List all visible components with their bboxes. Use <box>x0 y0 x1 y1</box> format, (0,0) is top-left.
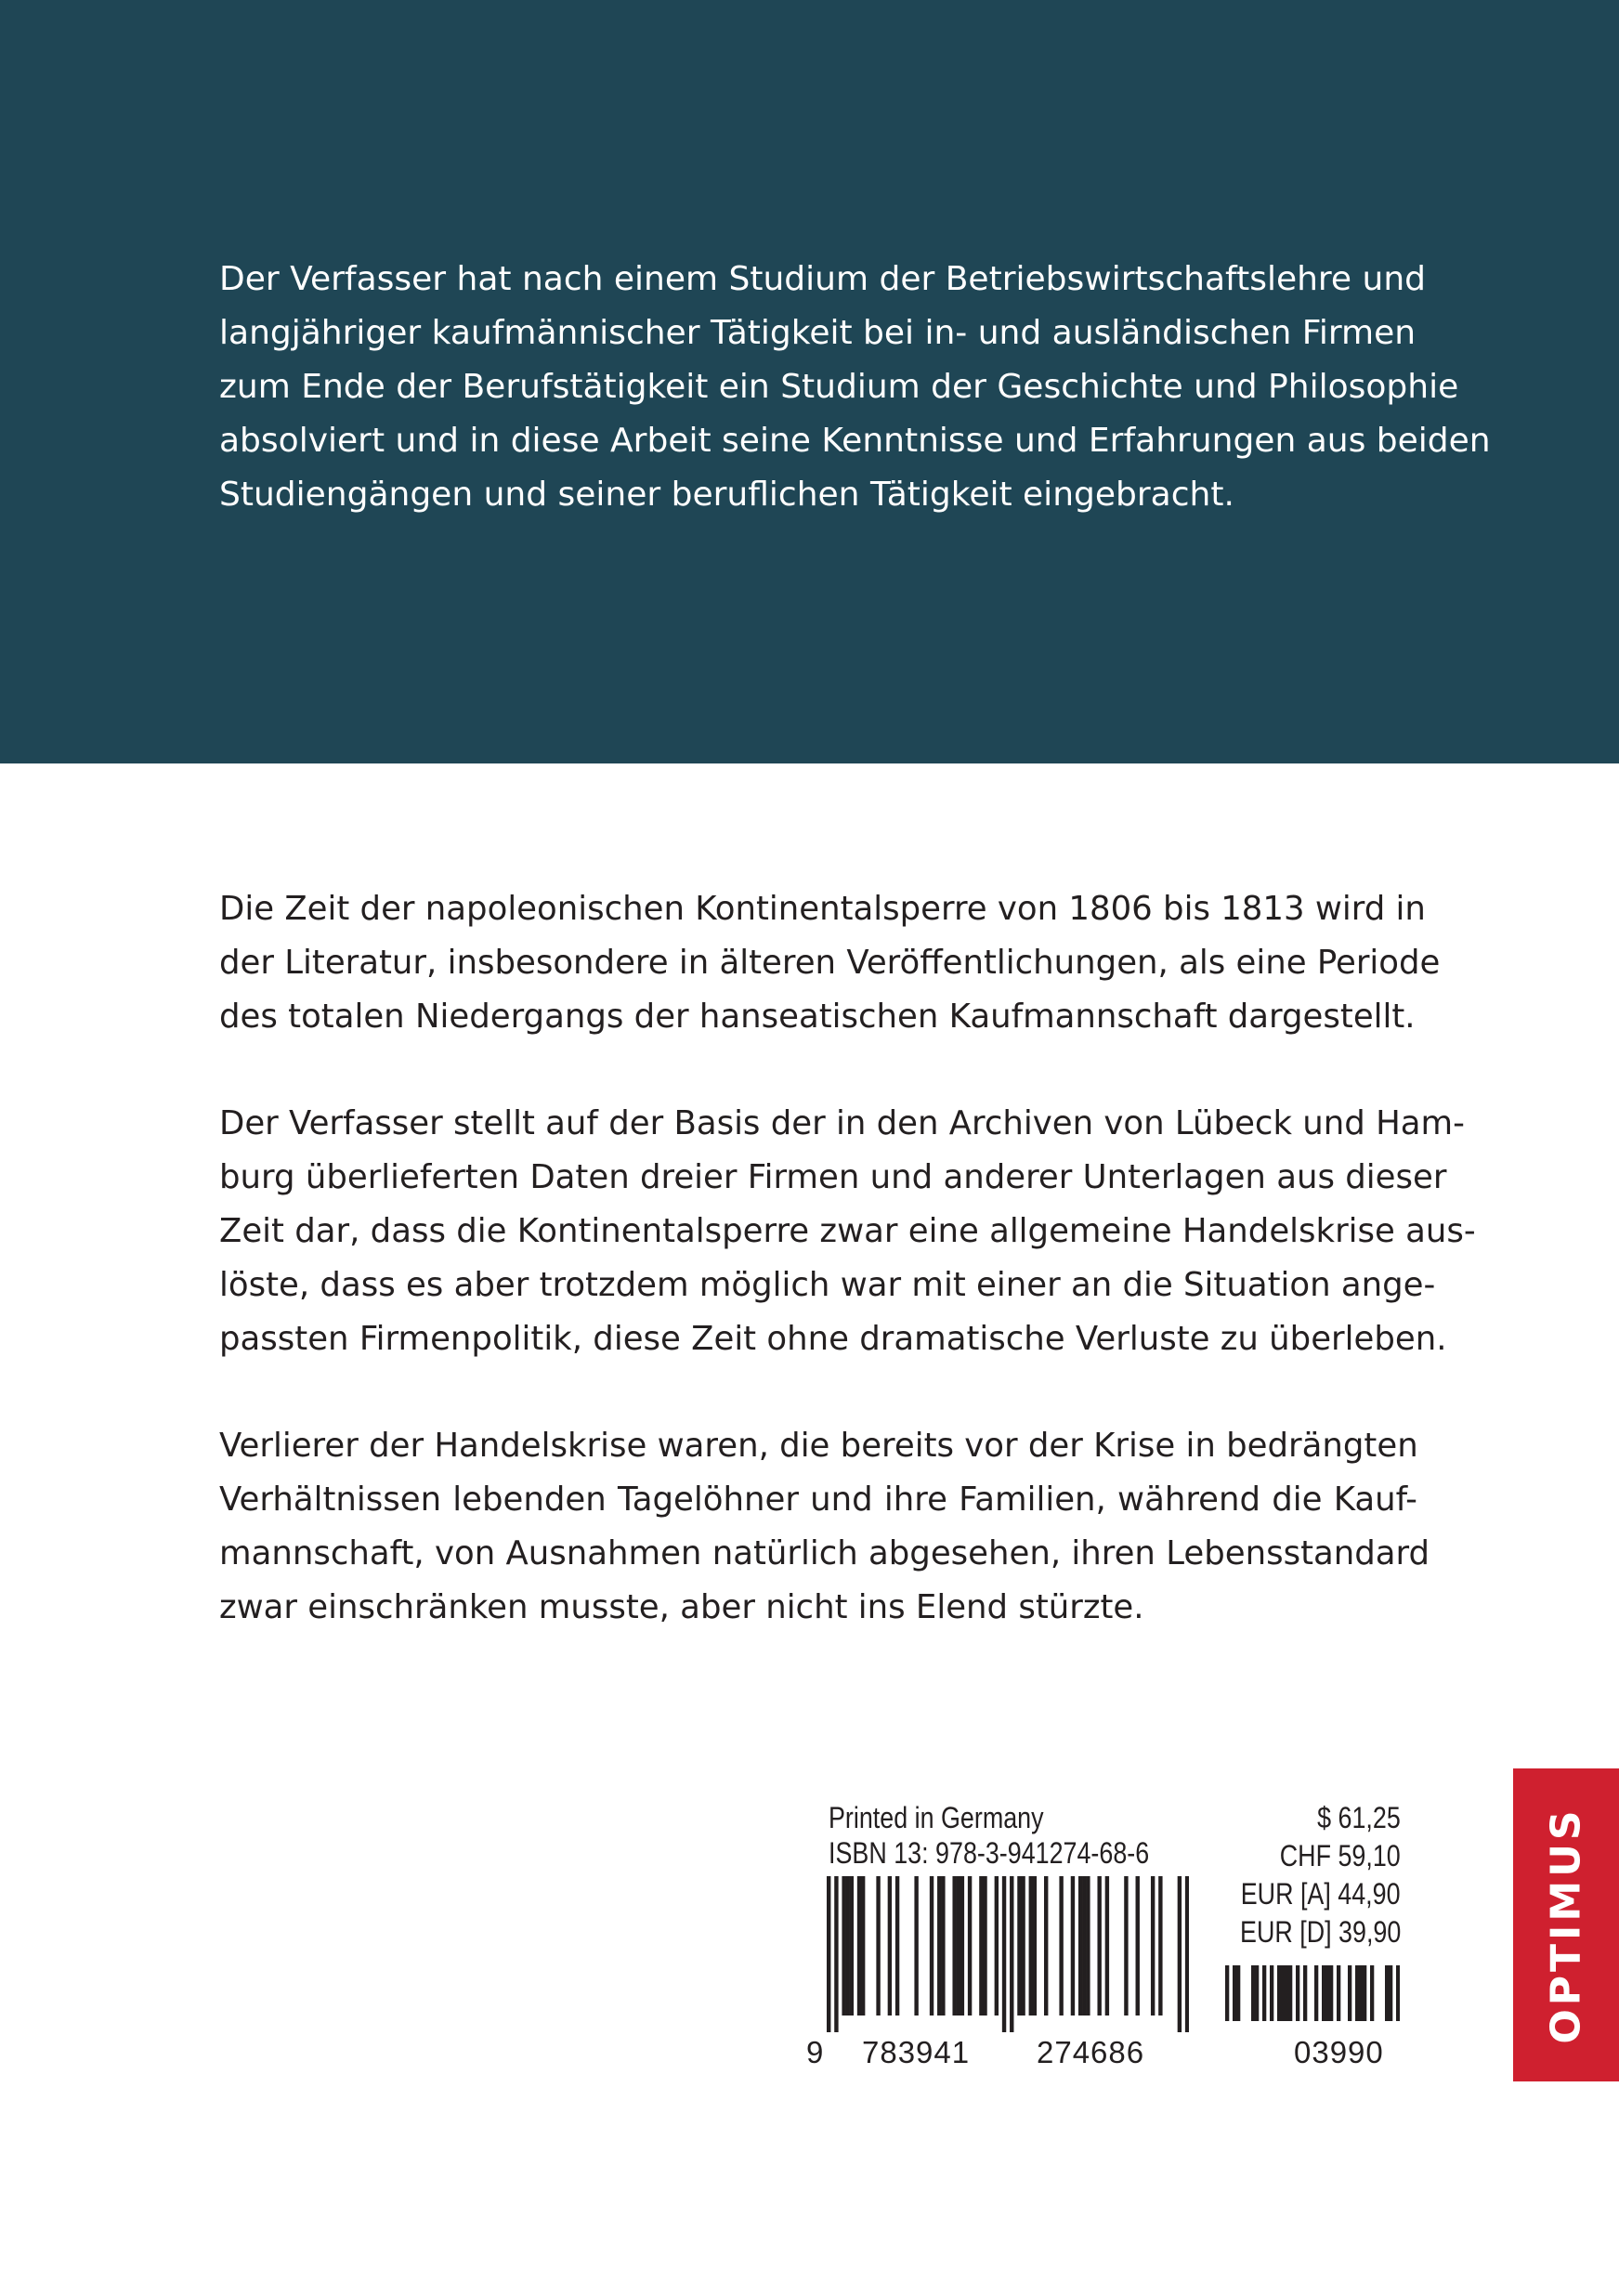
barcode-bar <box>1044 1876 1048 2016</box>
ean-first-digit: 9 <box>806 2035 824 2069</box>
description-line: der Literatur, insbesondere in älteren Veröffentlichungen, als eine Periode <box>219 944 1441 982</box>
addon-bar <box>1281 1965 1285 2021</box>
addon-bar <box>1363 1965 1366 2021</box>
price-eur-a: EUR [A] 44,90 <box>1241 1877 1401 1911</box>
barcode-bar <box>842 1876 845 2016</box>
barcode-bar <box>1136 1876 1140 2016</box>
barcode-bar <box>857 1876 861 2016</box>
barcode-bar <box>846 1876 850 2016</box>
description-line: Zeit dar, dass die Kontinentalsperre zwar eine allgemeine Handelskrise aus- <box>219 1212 1476 1250</box>
barcode-bar <box>960 1876 964 2016</box>
description-line: mannschaft, von Ausnahmen natürlich abgesehen, ihren Lebensstandard <box>219 1534 1430 1572</box>
description-line: Die Zeit der napoleonischen Kontinentalsperre von 1806 bis 1813 wird in <box>219 890 1426 928</box>
barcode-bar <box>983 1876 986 2016</box>
addon-bar <box>1251 1965 1255 2021</box>
price-addon-barcode <box>1221 1965 1400 2021</box>
printed-in-label: Printed in Germany <box>829 1801 1044 1834</box>
barcode-bar <box>1021 1876 1025 2016</box>
price-chf: CHF 59,10 <box>1280 1839 1401 1872</box>
addon-bar <box>1225 1965 1229 2021</box>
barcode-bar <box>952 1876 956 2016</box>
isbn-label: ISBN 13: 978-3-941274-68-6 <box>829 1836 1150 1870</box>
addon-bar <box>1255 1965 1259 2021</box>
addon-bar <box>1322 1965 1325 2021</box>
barcode-bar <box>895 1876 899 2016</box>
addon-bar <box>1329 1965 1333 2021</box>
barcode-bar <box>1105 1876 1109 2016</box>
description-line: Verlierer der Handelskrise waren, die bereits vor der Krise in bedrängten <box>219 1427 1418 1465</box>
barcode-guard-bar <box>1010 1876 1013 2032</box>
barcode-bar <box>1097 1876 1101 2016</box>
barcode-bar <box>914 1876 918 2016</box>
barcode-bar <box>1078 1876 1082 2016</box>
addon-bar <box>1296 1965 1299 2021</box>
addon-bar <box>1348 1965 1351 2021</box>
barcode-bar <box>876 1876 880 2016</box>
barcode-guard-bar <box>827 1876 830 2032</box>
barcode-guard-bar <box>1178 1876 1182 2032</box>
addon-bar <box>1355 1965 1359 2021</box>
barcode-bar <box>995 1876 999 2016</box>
barcode-guard-bar <box>1002 1876 1006 2032</box>
barcode-bar <box>937 1876 941 2016</box>
barcode-bar <box>957 1876 960 2016</box>
description-line: zwar einschränken musste, aber nicht ins Elend stürzte. <box>219 1588 1144 1626</box>
addon-bar <box>1288 1965 1292 2021</box>
ean-left-digits: 783941 <box>862 2035 971 2069</box>
barcode-bar <box>1017 1876 1021 2016</box>
book-description <box>219 882 1476 1688</box>
addon-bar <box>1396 1965 1400 2021</box>
addon-bar <box>1303 1965 1307 2021</box>
barcode-bar <box>979 1876 983 2016</box>
addon-bar <box>1236 1965 1240 2021</box>
author-bio-line: Studiengängen und seiner beruflichen Tätigkeit eingebracht. <box>219 476 1234 514</box>
addon-bar <box>1233 1965 1236 2021</box>
addon-bar <box>1325 1965 1329 2021</box>
barcode-bar <box>1158 1876 1162 2016</box>
barcode-bar <box>850 1876 854 2016</box>
description-paragraph-1 <box>219 882 1441 1044</box>
barcode-block <box>806 1800 1412 2079</box>
barcode-guard-bar <box>834 1876 838 2032</box>
addon-bar <box>1277 1965 1281 2021</box>
barcode-bar <box>968 1876 972 2016</box>
description-line: passten Firmenpolitik, diese Zeit ohne dramatische Verluste zu überleben. <box>219 1320 1447 1358</box>
description-paragraph-2 <box>219 1097 1476 1366</box>
addon-digits: 03990 <box>1294 2035 1384 2069</box>
barcode-bar <box>888 1876 892 2016</box>
author-bio <box>219 253 1491 522</box>
barcode-bar <box>1029 1876 1033 2016</box>
addon-bar <box>1389 1965 1392 2021</box>
price-eur-d: EUR [D] 39,90 <box>1239 1915 1401 1949</box>
publisher-tab <box>1513 1768 1619 2081</box>
price-usd: $ 61,25 <box>1317 1801 1401 1834</box>
description-line: des totalen Niedergangs der hanseatischen Kaufmannschaft dargestellt. <box>219 998 1416 1036</box>
ean-barcode <box>827 1876 1189 2032</box>
author-bio-line: absolviert und in diese Arbeit seine Kenntnisse und Erfahrungen aus beiden <box>219 422 1491 460</box>
addon-bar <box>1262 1965 1266 2021</box>
barcode-guard-bar <box>1185 1876 1189 2032</box>
description-paragraph-3 <box>219 1419 1430 1635</box>
publisher-logo-text: OPTIMUS <box>1542 1806 1590 2044</box>
addon-bar <box>1285 1965 1288 2021</box>
addon-bar <box>1370 1965 1374 2021</box>
barcode-bar <box>930 1876 934 2016</box>
barcode-bar <box>861 1876 865 2016</box>
addon-bar <box>1314 1965 1318 2021</box>
barcode-bar <box>1082 1876 1086 2016</box>
barcode-bar <box>1071 1876 1075 2016</box>
ean-right-digits: 274686 <box>1037 2035 1145 2069</box>
author-bio-line: Der Verfasser hat nach einem Studium der Betriebswirtschaftslehre und <box>219 260 1427 298</box>
barcode-bar <box>1086 1876 1090 2016</box>
addon-bar <box>1385 1965 1389 2021</box>
addon-bar <box>1359 1965 1363 2021</box>
description-line: burg überlieferten Daten dreier Firmen und anderer Unterlagen aus dieser <box>219 1158 1447 1196</box>
description-line: löste, dass es aber trotzdem möglich war mit einer an die Situation ange- <box>219 1266 1436 1304</box>
addon-bar <box>1337 1965 1340 2021</box>
author-bio-line: langjähriger kaufmännischer Tätigkeit bei in- und ausländischen Firmen <box>219 314 1417 352</box>
barcode-bar <box>1124 1876 1128 2016</box>
description-line: Verhältnissen lebenden Tagelöhner und ihre Familien, während die Kauf- <box>219 1481 1417 1519</box>
author-bio-line: zum Ende der Berufstätigkeit ein Studium der Geschichte und Philosophie <box>219 368 1459 406</box>
barcode-bar <box>1151 1876 1155 2016</box>
addon-bar <box>1270 1965 1273 2021</box>
barcode-bar <box>1059 1876 1063 2016</box>
description-line: Der Verfasser stellt auf der Basis der in den Archiven von Lübeck und Ham- <box>219 1104 1465 1142</box>
barcode-bar <box>941 1876 945 2016</box>
barcode-bar <box>1033 1876 1037 2016</box>
